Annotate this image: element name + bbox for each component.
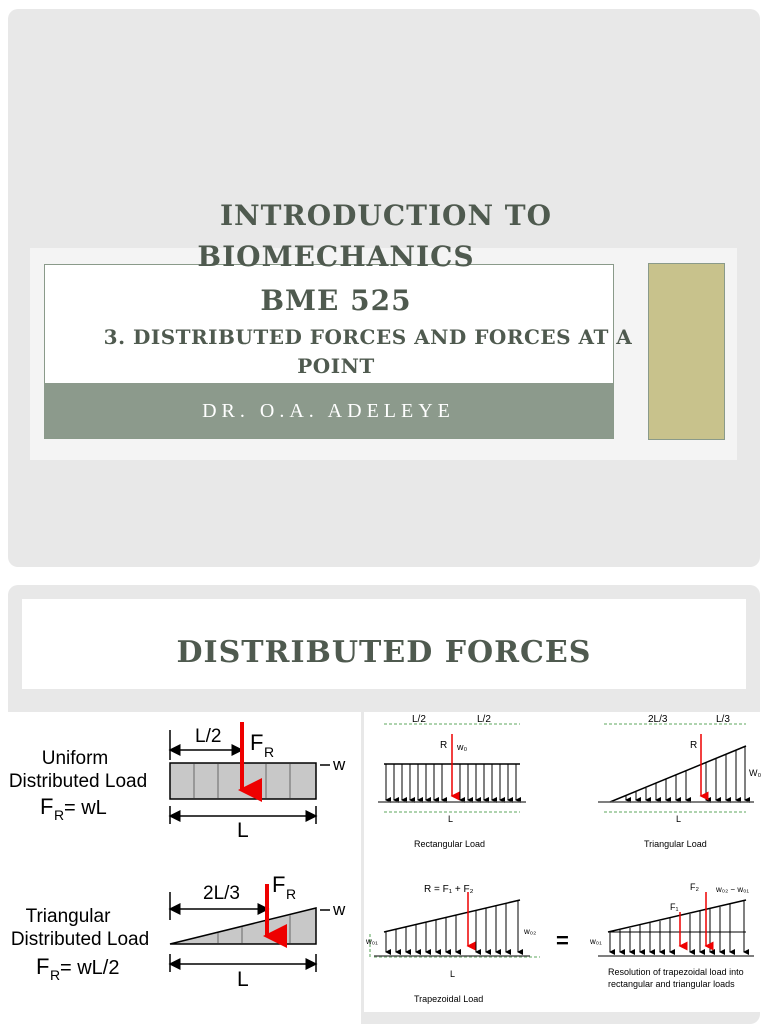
author-name: DR. O.A. ADELEYE: [202, 400, 455, 422]
rect-half-right: L/2: [477, 714, 491, 725]
uniform-force-F: F: [250, 730, 264, 755]
title-slide: [8, 9, 760, 567]
uniform-label-1: Uniform: [41, 748, 109, 769]
rect-w: w₀: [457, 742, 468, 752]
tri-third: L/3: [716, 714, 730, 725]
tri-caption: Triangular Load: [644, 839, 707, 849]
res-w1: w₀₁: [590, 937, 602, 946]
rect-caption: Rectangular Load: [414, 839, 486, 849]
tri-two-thirds: 2L/3: [648, 714, 668, 725]
triangular-w: w: [333, 900, 346, 919]
distributed-load-figure-right: [364, 712, 760, 1012]
uniform-formula-F: F: [40, 794, 54, 819]
res-diff: w₀₂ − w₀₁: [716, 885, 750, 894]
uniform-label-2: Distributed Load: [8, 771, 148, 792]
topic-line2: POINT: [297, 354, 375, 378]
topic-line1: 3. DISTRIBUTED FORCES AND FORCES AT A: [103, 325, 633, 349]
triangular-label-1: Triangular: [25, 906, 111, 927]
res-caption-1: Resolution of trapezoidal load into: [608, 967, 744, 977]
title-line2: BIOMECHANICS: [197, 240, 475, 273]
slide-heading: DISTRIBUTED FORCES: [176, 635, 592, 670]
distributed-load-figure-left: [0, 712, 361, 1024]
trap-w2: w₀₂: [524, 927, 537, 936]
tri-L: L: [676, 814, 682, 824]
res-caption-2: rectangular and triangular loads: [608, 979, 735, 989]
res-F2: F₂: [690, 882, 699, 892]
trap-R: R = F₁ + F₂: [424, 884, 474, 895]
tri-R: R: [690, 740, 698, 751]
title-line1: INTRODUCTION TO: [219, 199, 553, 232]
uniform-half-label: L/2: [195, 726, 222, 747]
uniform-w: w: [333, 755, 346, 774]
triangular-formula-F: F: [36, 954, 50, 979]
triangular-formula-rest: = wL/2: [60, 957, 120, 979]
uniform-force-sub: R: [264, 744, 275, 760]
res-F1: F₁: [670, 902, 679, 912]
trap-L: L: [450, 969, 456, 979]
triangular-label-2: Distributed Load: [10, 929, 150, 950]
rect-half-left: L/2: [412, 714, 426, 725]
trap-caption: Trapezoidal Load: [414, 994, 484, 1004]
rect-L: L: [448, 814, 454, 824]
course-code: BME 525: [260, 284, 412, 317]
triangular-formula-sub: R: [50, 967, 61, 983]
triangular-load-block: [170, 908, 316, 944]
triangular-length: L: [237, 968, 249, 991]
triangular-force-sub: R: [286, 886, 297, 902]
triangular-force-F: F: [272, 872, 286, 897]
trap-w1: w₀₁: [366, 937, 378, 946]
uniform-formula-sub: R: [54, 807, 65, 823]
equals-sign: =: [556, 928, 569, 953]
tri-w: W₀: [749, 768, 762, 778]
decorative-block: [648, 263, 725, 440]
triangular-two-thirds: 2L/3: [203, 883, 240, 904]
uniform-length: L: [237, 819, 249, 842]
rect-R: R: [440, 740, 448, 751]
uniform-formula-rest: = wL: [64, 797, 107, 819]
